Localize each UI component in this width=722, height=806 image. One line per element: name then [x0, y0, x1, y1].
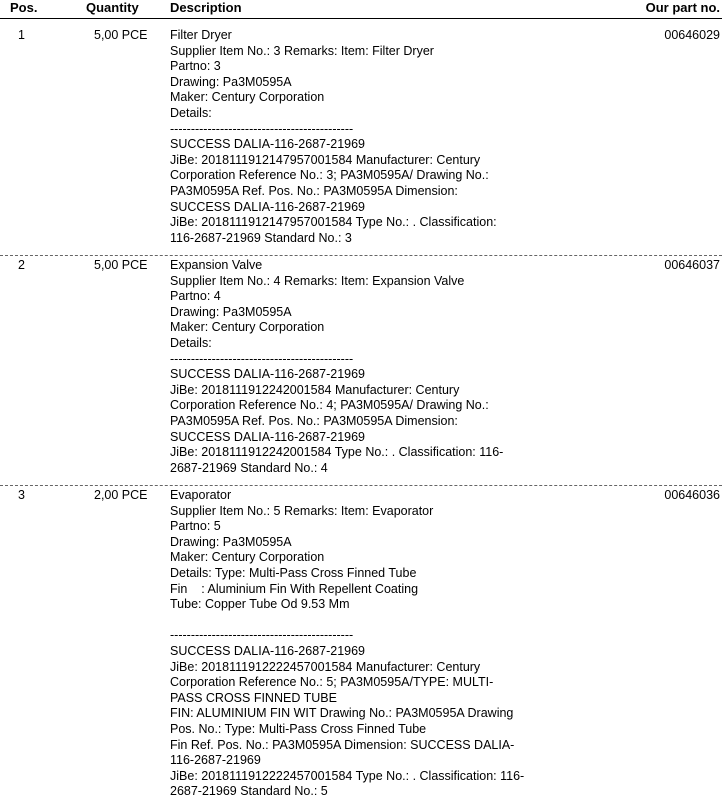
- description-line: 2687-21969 Standard No.: 5: [170, 784, 328, 799]
- row-separator: [0, 255, 722, 256]
- description-line: Tube: Copper Tube Od 9.53 Mm: [170, 597, 350, 612]
- header-description: Description: [170, 0, 242, 15]
- description-line: PA3M0595A Ref. Pos. No.: PA3M0595A Dimension:: [170, 183, 458, 198]
- description-line: FIN: ALUMINIUM FIN WIT Drawing No.: PA3M0595A Drawing: [170, 706, 514, 721]
- description-line: Details:: [170, 105, 212, 120]
- quantity-value: 5,00 PCE: [94, 258, 148, 272]
- description-line: Corporation Reference No.: 5; PA3M0595A/TYPE: MULTI-: [170, 675, 494, 690]
- header-pos: Pos.: [10, 0, 38, 15]
- description-line: SUCCESS DALIA-116-2687-21969: [170, 643, 366, 658]
- row-separator: [0, 485, 722, 486]
- part-number: 00646036: [664, 488, 720, 502]
- description-line: [170, 613, 560, 629]
- header-part-no: Our part no.: [645, 0, 720, 15]
- description-line: Drawing: Pa3M0595A: [170, 304, 292, 319]
- description-line: Partno: 5: [170, 519, 221, 534]
- description-line: JiBe: 2018111912147957001584 Manufacturer: Century: [170, 152, 481, 167]
- description-line: --------------------------------------------: [170, 121, 354, 136]
- position-number: 1: [18, 28, 25, 42]
- description-line: 116-2687-21969 Standard No.: 3: [170, 230, 352, 245]
- description-line: Fin Ref. Pos. No.: PA3M0595A Dimension: SUCCESS DALIA-: [170, 737, 515, 752]
- description-line: 2687-21969 Standard No.: 4: [170, 460, 328, 475]
- description-line: Supplier Item No.: 4 Remarks: Item: Expansion Valve: [170, 273, 465, 288]
- description-line: Supplier Item No.: 5 Remarks: Item: Evaporator: [170, 503, 434, 518]
- description-line: Partno: 3: [170, 59, 221, 74]
- position-number: 2: [18, 258, 25, 272]
- description-line: Fin : Aluminium Fin With Repellent Coating: [170, 581, 419, 596]
- description-line: SUCCESS DALIA-116-2687-21969: [170, 137, 366, 152]
- part-number: 00646037: [664, 258, 720, 272]
- description-line: JiBe: 2018111912242001584 Manufacturer: Century: [170, 382, 460, 397]
- description-line: JiBe: 2018111912147957001584 Type No.: . Classification:: [170, 215, 497, 230]
- quantity-value: 2,00 PCE: [94, 488, 148, 502]
- description-line: Details:: [170, 335, 212, 350]
- description-text: [170, 28, 560, 246]
- description-line: Supplier Item No.: 3 Remarks: Item: Filter Dryer: [170, 43, 434, 58]
- description-line: Drawing: Pa3M0595A: [170, 74, 292, 89]
- description-line: Maker: Century Corporation: [170, 90, 325, 105]
- position-number: 3: [18, 488, 25, 502]
- description-line: Partno: 4: [170, 289, 221, 304]
- description-line: Evaporator: [170, 488, 232, 502]
- description-line: Maker: Century Corporation: [170, 320, 325, 335]
- description-line: Filter Dryer: [170, 28, 232, 42]
- description-line: Maker: Century Corporation: [170, 550, 325, 565]
- description-line: --------------------------------------------: [170, 351, 354, 366]
- description-line: Pos. No.: Type: Multi-Pass Cross Finned Tube: [170, 721, 427, 736]
- description-line: SUCCESS DALIA-116-2687-21969: [170, 199, 366, 214]
- description-line: SUCCESS DALIA-116-2687-21969: [170, 429, 366, 444]
- description-line: SUCCESS DALIA-116-2687-21969: [170, 367, 366, 382]
- description-line: JiBe: 2018111912242001584 Type No.: . Classification: 116-: [170, 445, 504, 460]
- description-text: [170, 488, 560, 800]
- description-line: Expansion Valve: [170, 258, 263, 272]
- description-line: --------------------------------------------: [170, 628, 354, 643]
- description-text: [170, 258, 560, 476]
- description-line: JiBe: 2018111912222457001584 Type No.: . Classification: 116-: [170, 768, 525, 783]
- description-line: Details: Type: Multi-Pass Cross Finned Tube: [170, 565, 417, 580]
- description-line: 116-2687-21969: [170, 753, 261, 768]
- part-number: 00646029: [664, 28, 720, 42]
- quantity-value: 5,00 PCE: [94, 28, 148, 42]
- header-quantity: Quantity: [86, 0, 139, 15]
- header-divider: [0, 18, 722, 19]
- description-line: PA3M0595A Ref. Pos. No.: PA3M0595A Dimension:: [170, 413, 458, 428]
- description-line: PASS CROSS FINNED TUBE: [170, 690, 337, 705]
- table-header: [0, 0, 722, 18]
- description-line: Drawing: Pa3M0595A: [170, 534, 292, 549]
- description-line: Corporation Reference No.: 4; PA3M0595A/ Drawing No.:: [170, 398, 489, 413]
- description-line: Corporation Reference No.: 3; PA3M0595A/ Drawing No.:: [170, 168, 489, 183]
- description-line: JiBe: 2018111912222457001584 Manufacturer: Century: [170, 659, 481, 674]
